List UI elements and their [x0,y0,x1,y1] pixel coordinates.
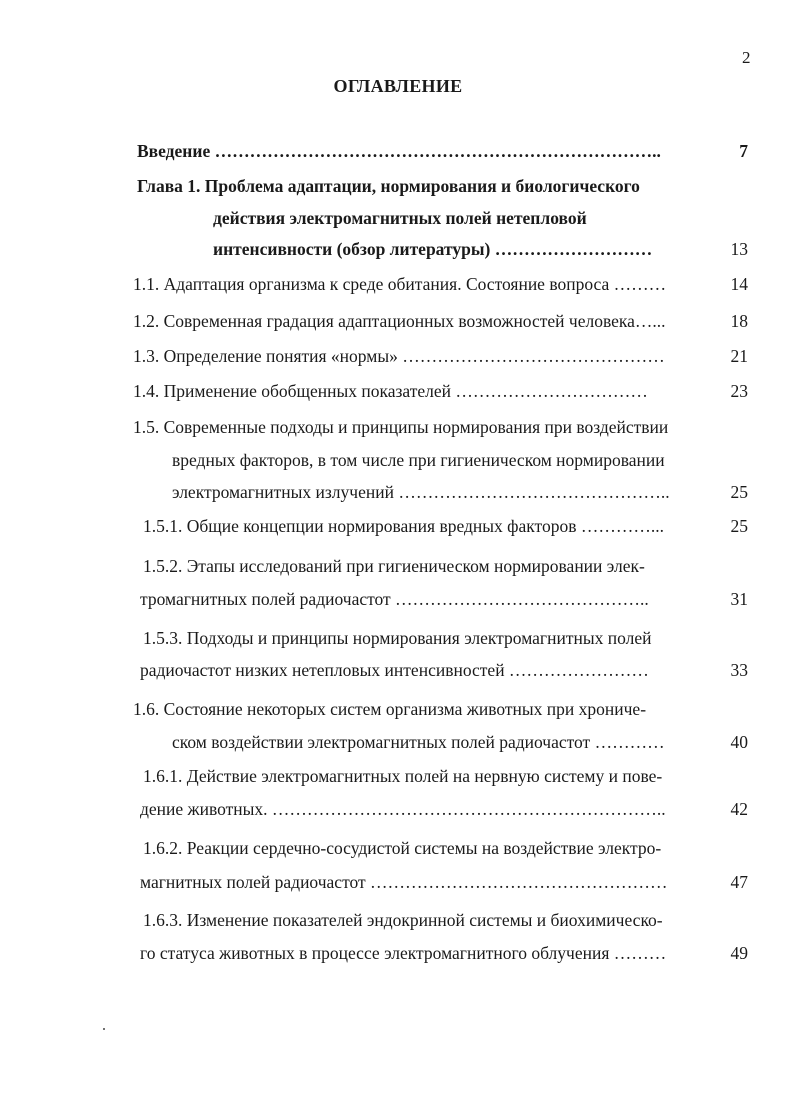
toc-entry-text: 1.1. Адаптация организма к среде обитания. Состояние вопроса ……… [133,274,667,294]
toc-entry-text: электромагнитных излучений ……………………………………….. [172,482,670,502]
toc-entry-text: интенсивности (обзор литературы) ……………………… [213,239,653,259]
toc-entry-text: 1.5.1. Общие концепции нормирования вредных факторов …………... [143,516,664,536]
toc-entry-text: 1.5. Современные подходы и принципы нормирования при воздействии [133,417,669,437]
toc-page-number: 7 [739,141,748,161]
toc-entry-text: Глава 1. Проблема адаптации, нормирования и биологического [137,176,640,196]
toc-entry-text: радиочастот низких нетепловых интенсивностей …………………… [140,660,649,680]
toc-entry-text: магнитных полей радиочастот …………………………………………… [140,872,668,892]
scan-speck [103,1028,105,1030]
toc-entry-text: 1.2. Современная градация адаптационных возможностей человека…... [133,311,666,331]
toc-entry-text: 1.3. Определение понятия «нормы» ……………………………………… [133,346,665,366]
toc-page-number: 18 [730,311,748,331]
toc-entry-text: ском воздействии электромагнитных полей радиочастот ………… [172,732,665,752]
toc-entry-text: Введение ………………………………………………………………….. [137,141,661,161]
toc-page-number: 25 [730,516,748,536]
page-number: 2 [742,48,751,67]
toc-entry-text: тромагнитных полей радиочастот …………………………………….. [140,589,649,609]
toc-page-number: 42 [730,799,748,819]
toc-entry-text: 1.4. Применение обобщенных показателей …………………………… [133,381,648,401]
toc-entry-text: 1.6.1. Действие электромагнитных полей на нервную систему и пове- [143,766,663,786]
toc-entry-text: 1.6. Состояние некоторых систем организма животных при хрониче- [133,699,647,719]
toc-page-number: 31 [730,589,748,609]
toc-page-number: 33 [730,660,748,680]
toc-entry-text: 1.5.2. Этапы исследований при гигиеническом нормировании элек- [143,556,645,576]
toc-entry-text: 1.5.3. Подходы и принципы нормирования электромагнитных полей [143,628,652,648]
toc-entry-text: дение животных. ………………………………………………………….. [140,799,666,819]
toc-page-number: 21 [730,346,748,366]
toc-page-number: 49 [730,943,748,963]
toc-entry-text: 1.6.2. Реакции сердечно-сосудистой системы на воздействие электро- [143,838,662,858]
toc-page-number: 23 [730,381,748,401]
toc-page-number: 25 [730,482,748,502]
toc-page-number: 40 [730,732,748,752]
toc-page-number: 47 [730,872,748,892]
toc-entry-text: действия электромагнитных полей нетепловой [213,208,587,228]
toc-entry-text: 1.6.3. Изменение показателей эндокринной системы и биохимическо- [143,910,663,930]
toc-entry-text: го статуса животных в процессе электромагнитного облучения ……… [140,943,667,963]
page-title: ОГЛАВЛЕНИЕ [333,76,463,96]
toc-page-number: 13 [730,239,748,259]
toc-entry-text: вредных факторов, в том числе при гигиеническом нормировании [172,450,665,470]
toc-page-number: 14 [730,274,748,294]
